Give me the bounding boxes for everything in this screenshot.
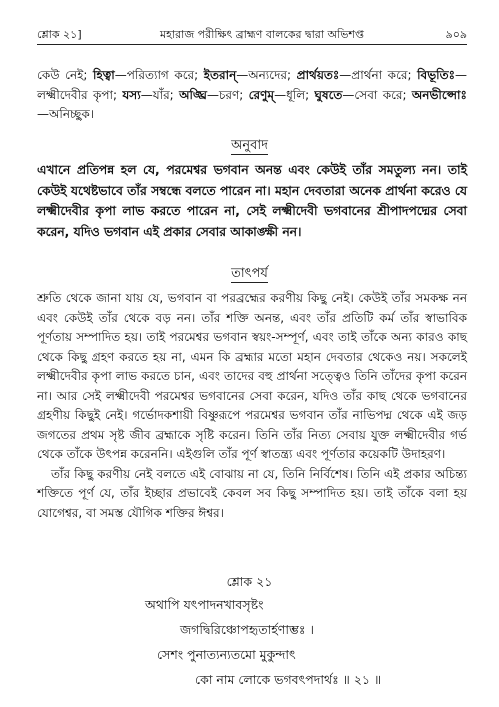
translation-heading-text: অনুবাদ	[231, 138, 268, 153]
verse-line-4: কো নাম লোকে ভগবৎপদার্থঃ ॥ ২১ ॥	[195, 672, 382, 687]
synonym-term: রেণুম্	[248, 87, 275, 102]
synonym-term: যস্য	[122, 87, 141, 102]
synonym-meaning: —অনিচ্ছুক।	[37, 107, 95, 121]
translation-text: এখানে প্রতিপন্ন হল যে, পরমেশ্বর ভগবান অনন্ত এবং কেউই তাঁর সমতুল্য নন। তাই কেউই যথেষ্টভাবে তাঁর সম্বন্ধে বলতে পারেন না। মহান দেবতারা অনেক প্রার্থনা করেও যে লক্ষ্মীদেবীর কৃপা লাভ করতে পারেন না, সেই লক্ষ্মীদেবী ভগবানের শ্রীপাদপদ্মের সেবা করেন, যদিও ভগবান এই প্রকার সেবার আকাঙ্ক্ষী নন।	[37, 163, 467, 239]
synonym-meaning: —পরিত্যাগ করে;	[114, 68, 199, 82]
purport-paragraph-1: শ্রুতি থেকে জানা যায় যে, ভগবান বা পরব্রহ্মের করণীয় কিছু নেই। কেউই তাঁর সমকক্ষ নন এবং কেউই তাঁর থেকে বড় নন। তাঁর শক্তি অনন্ত, এবং তাঁর প্রতিটি কর্ম তাঁর স্বাভাবিক পূর্ণতায় সম্পাদিত হয়। তাই পরমেশ্বর ভগবান স্বয়ং-সম্পূর্ণ, এবং তাই তাঁকে অন্য কারও কাছ থেকে কিছু গ্রহণ করতে হয় না, এমন কি ব্রহ্মার মতো মহান দেবতার থেকেও নয়। সকলেই লক্ষ্মীদেবীর কৃপা লাভ করতে চান, এবং তাদের বহু প্রার্থনা সত্ত্বেও তিনি তাঁদের কৃপা করেন না। আর সেই লক্ষ্মীদেবী পরমেশ্বর ভগবানের সেবা করেন, যদিও তাঁর কাছ থেকে ভগবানের গ্রহণীয় কিছুই নেই। গর্ভোদকশায়ী বিষ্ণুরূপে পরমেশ্বর ভগবান তাঁর নাভিপদ্ম থেকে এই জড় জগতের প্রথম সৃষ্ট জীব ব্রহ্মাকে সৃষ্টি করেন। তিনি তাঁর নিত্য সেবায় যুক্ত লক্ষ্মীদেবীর গর্ভ থেকে তাঁকে উৎপন্ন করেননি। এইগুলি তাঁর পূর্ণ স্বাতন্ত্র্য এবং পূর্ণতার কয়েকটি উদাহরণ।	[37, 291, 467, 461]
purport-paragraph-2: তাঁর কিছু করণীয় নেই বলতে এই বোঝায় না যে, তিনি নির্বিশেষ। তিনি এই প্রকার অচিন্ত্য শক্তিতে পূর্ণ যে, তাঁর ইচ্ছার প্রভাবেই কেবল সব কিছু সম্পাদিত হয়। তাই তাঁকে বলা হয় যোগেশ্বর, বা সমস্ত যৌগিক শক্তির ঈশ্বর।	[37, 466, 467, 520]
synonym-meaning: —যাঁর;	[140, 87, 174, 102]
synonym-term: বিভূতিঃ	[417, 68, 455, 82]
verse-label: শ্লোক ২১	[226, 574, 273, 589]
purport-heading-text: তাৎপর্য	[231, 266, 268, 281]
synonym-meaning: —লক্ষ্মীদেবীর কৃপা;	[37, 68, 467, 102]
synonym-meaning: —সেবা করে;	[342, 87, 407, 102]
chapter-title: মহারাজ পরীক্ষিৎ ব্রাহ্মণ বালকের দ্বারা অভিশপ্ত	[160, 27, 364, 41]
verse-line-1: অথাপি যৎপাদনখাবসৃষ্টং	[145, 597, 264, 612]
purport-section	[37, 289, 467, 523]
synonym-term: ঘুষতে	[314, 87, 343, 102]
synonyms-text	[37, 66, 467, 125]
synonyms-section	[37, 66, 467, 125]
synonym-meaning: —ধূলি;	[274, 87, 310, 102]
synonym-term: হিত্বা	[93, 68, 115, 82]
synonym-term: প্রার্থয়তঃ	[296, 68, 340, 82]
synonym-term: ইতরান্‌	[203, 68, 237, 82]
synonym-meaning: —চরণ;	[206, 87, 244, 102]
verse-reference: শ্লোক ২১]	[37, 27, 82, 41]
translation-heading	[0, 136, 499, 157]
synonym-meaning: —অন্যদের;	[236, 68, 292, 82]
page-number: ৯০৯	[445, 27, 467, 41]
purport-heading	[0, 264, 499, 285]
verse-line-3: সেশং পুনাত্যন্যতমো মুকুন্দাৎ	[157, 647, 296, 662]
translation-section	[37, 160, 467, 242]
verse-line-2: জগদ্বিরিঞ্চোপহৃতার্হণাম্ভঃ ।	[180, 622, 314, 637]
page-header	[37, 26, 467, 44]
synonym-meaning: —প্রার্থনা করে;	[339, 68, 412, 82]
header-divider	[37, 44, 467, 45]
synonym-term: অঙ্ঘ্রি	[179, 87, 207, 102]
synonym-meaning: কেউ নেই;	[37, 68, 88, 82]
synonym-term: অনভীপ্সোঃ	[411, 87, 467, 102]
